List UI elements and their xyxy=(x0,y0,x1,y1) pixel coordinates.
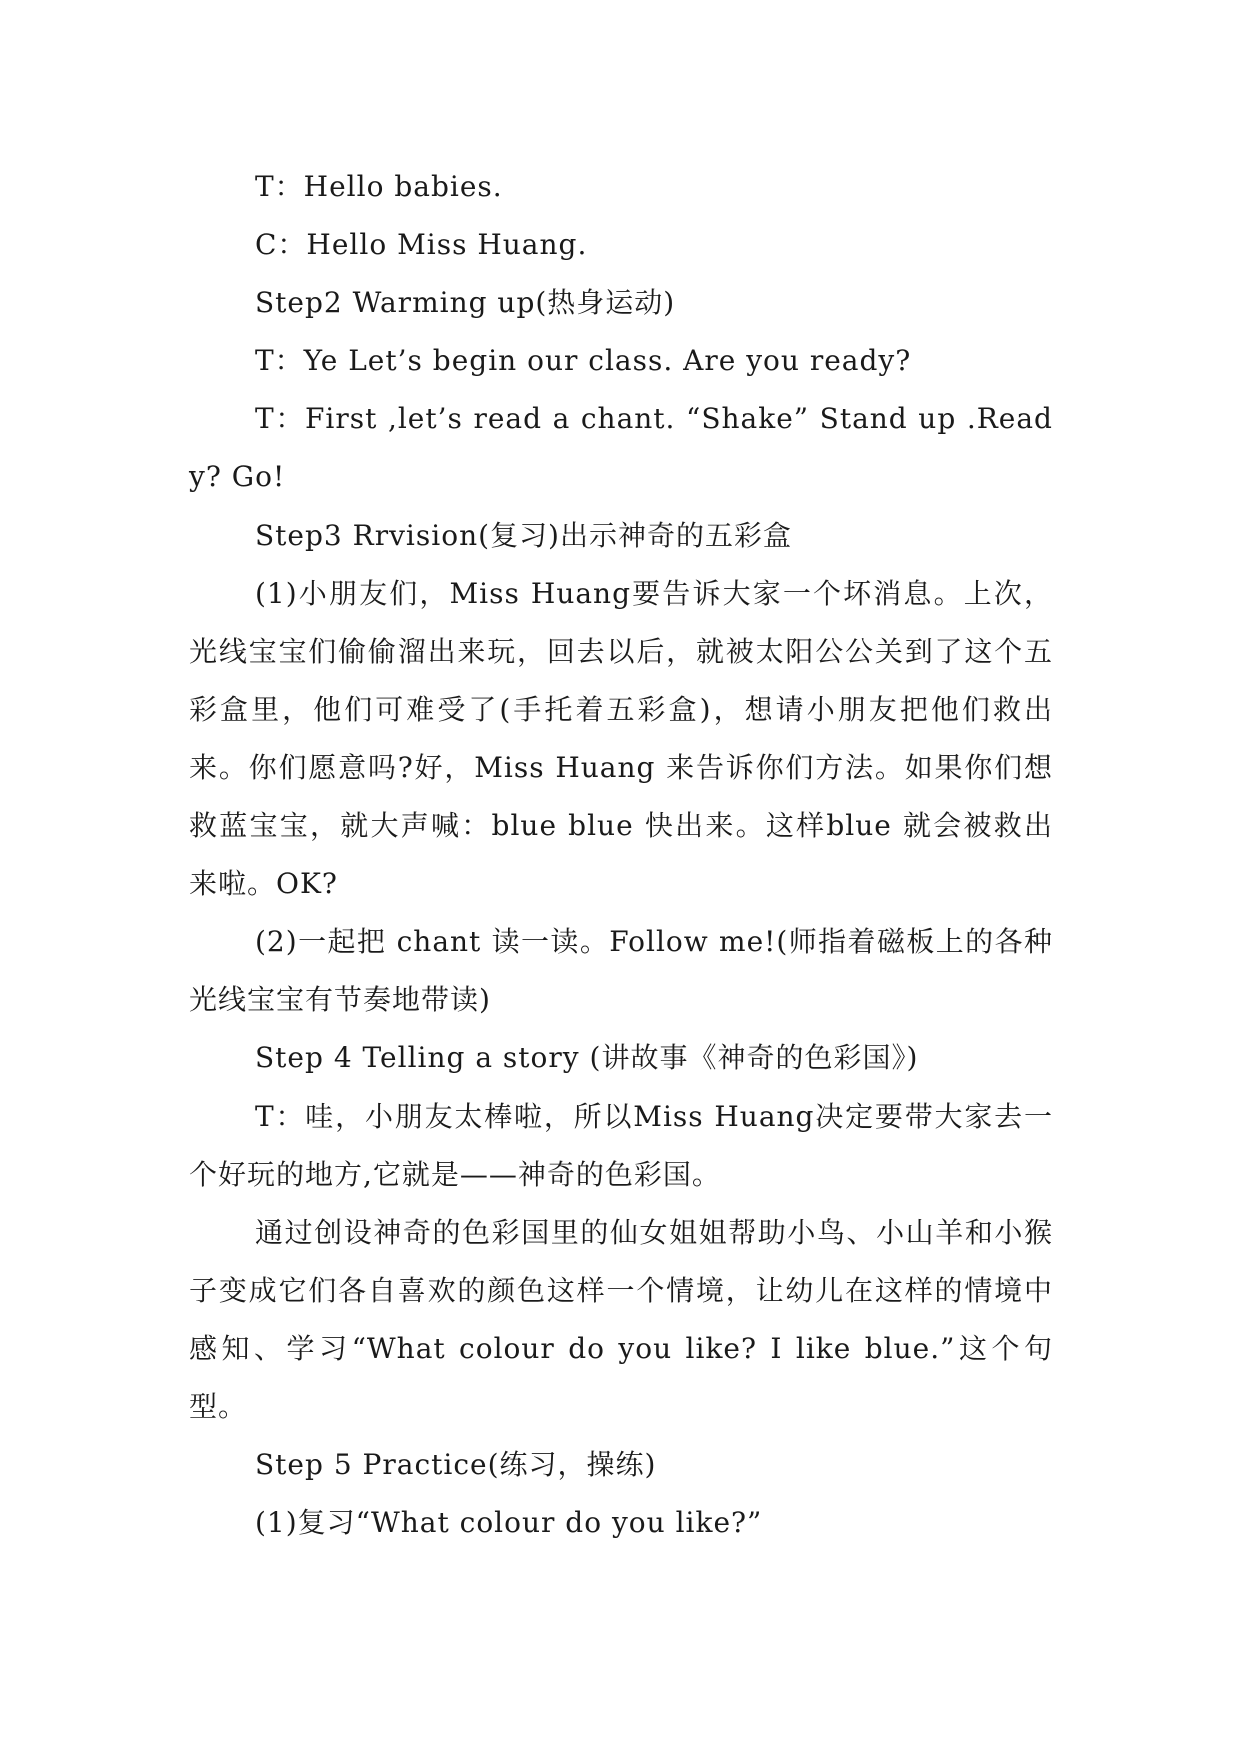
paragraph: Step2 Warming up(热身运动) xyxy=(255,286,676,320)
paragraph: 通过创设神奇的色彩国里的仙女姐姐帮助小鸟、小山羊和小猴子变成它们各自喜欢的颜色这样一个情境，让幼儿在这样的情境中感知、学习“What colour do you like? I like blue.”这个句型。 xyxy=(189,1215,1053,1423)
paragraph: C：Hello Miss Huang. xyxy=(255,228,588,262)
paragraph: (1)小朋友们，Miss Huang要告诉大家一个坏消息。上次，光线宝宝们偷偷溜出来玩，回去以后，就被太阳公公关到了这个五彩盒里，他们可难受了(手托着五彩盒)，想请小朋友把他们救出来。你们愿意吗?好，Miss Huang 来告诉你们方法。如果你们想救蓝宝宝，就大声喊：blue blue 快出来。这样blue 就会被救出来啦。OK? xyxy=(189,576,1053,901)
paragraph: T：Hello babies. xyxy=(255,170,503,203)
paragraph: Step3 Rrvision(复习)出示神奇的五彩盒 xyxy=(255,518,792,552)
document-body xyxy=(189,158,1053,1552)
paragraph: T：First ,let’s read a chant. “Shake” Stand up .Ready? Go! xyxy=(189,402,1053,494)
paragraph: Step 5 Practice(练习，操练) xyxy=(255,1448,657,1482)
paragraph: (1)复习“What colour do you like?” xyxy=(255,1506,763,1540)
paragraph: (2)一起把 chant 读一读。Follow me!(师指着磁板上的各种光线宝宝有节奏地带读) xyxy=(189,925,1053,1017)
paragraph: T：哇，小朋友太棒啦，所以Miss Huang决定要带大家去一个好玩的地方,它就是——神奇的色彩国。 xyxy=(189,1099,1053,1191)
paragraph: Step 4 Telling a story (讲故事《神奇的色彩国》) xyxy=(255,1041,919,1075)
paragraph: T：Ye Let’s begin our class. Are you ready? xyxy=(255,344,912,378)
